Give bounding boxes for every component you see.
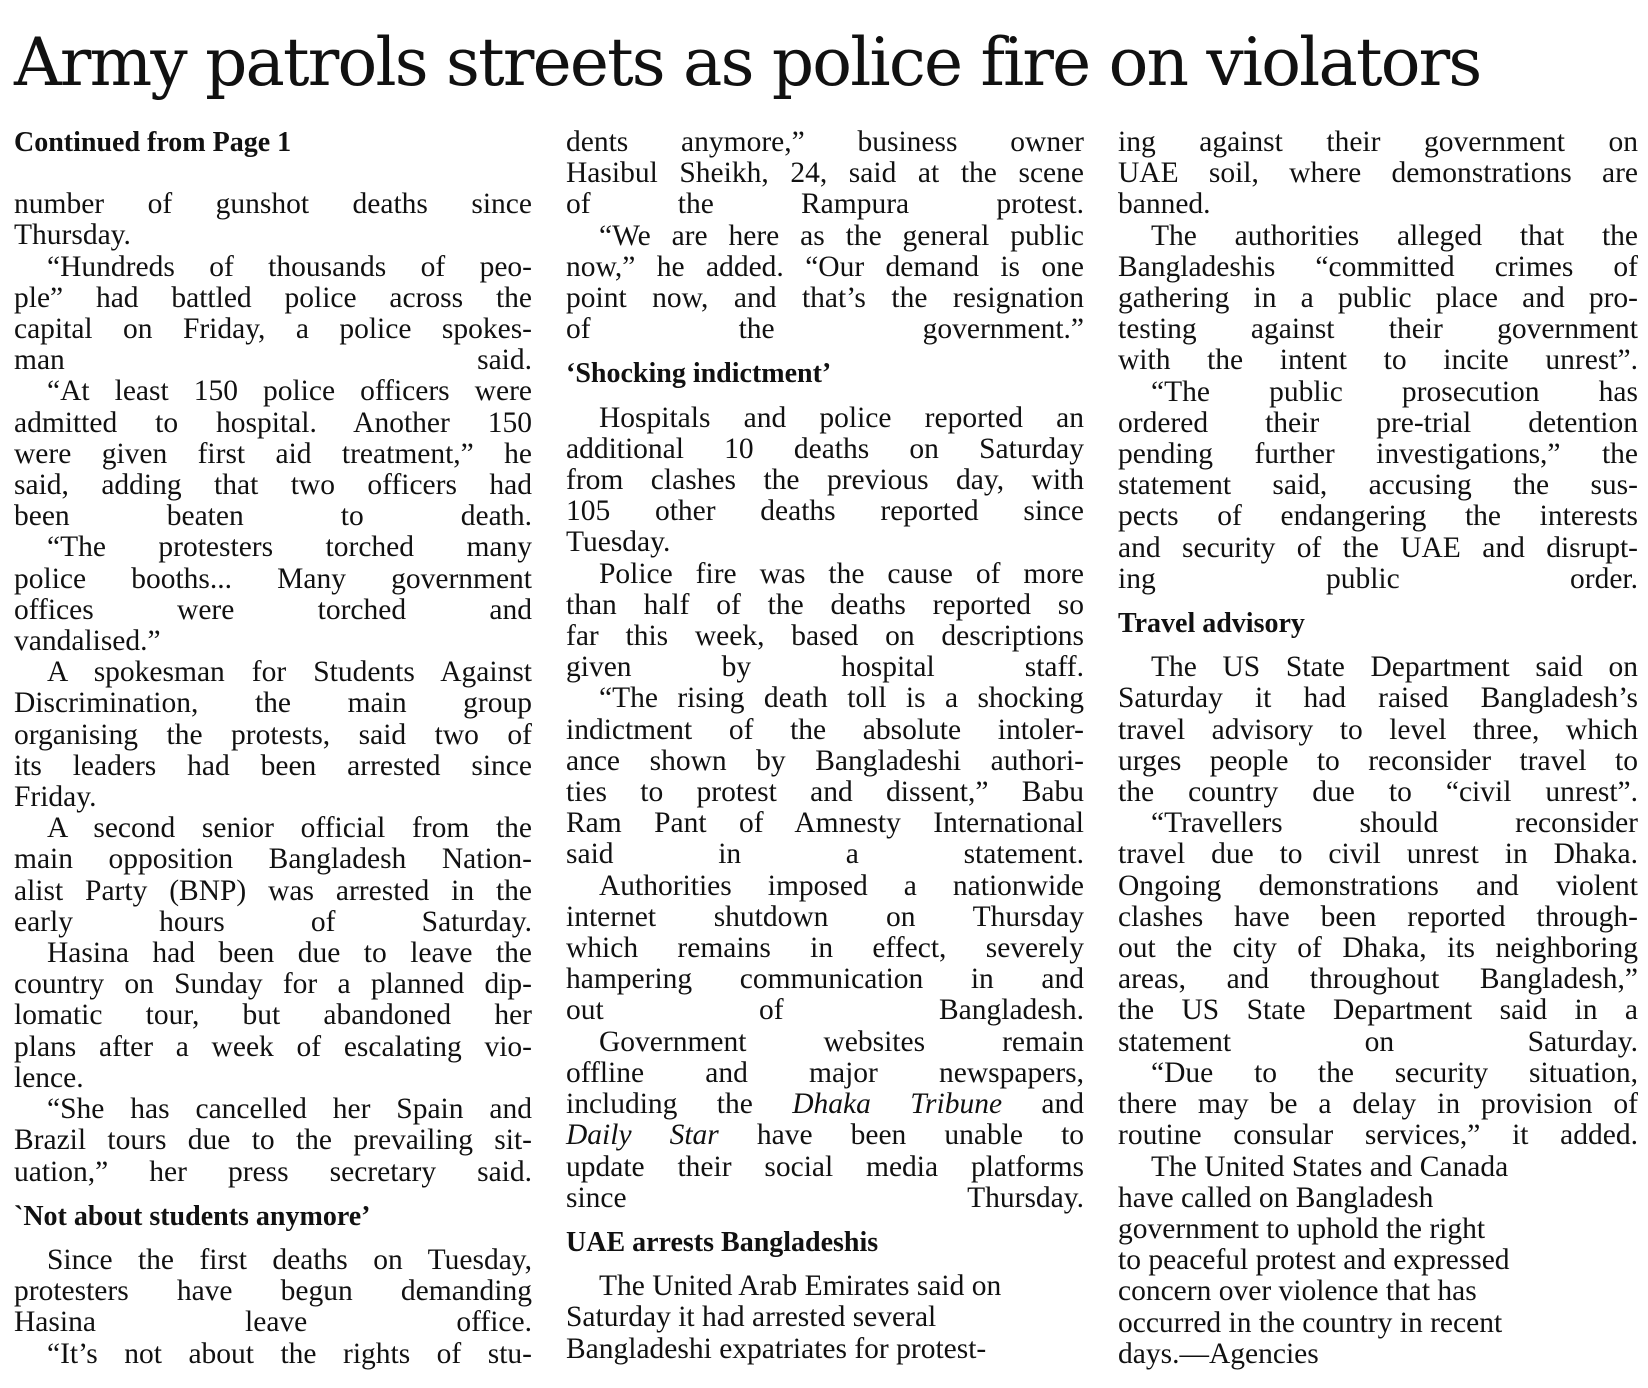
paragraph: Police fire was the cause of more than half of the deaths reported so far this week, based on descriptions given by hospital staff. bbox=[566, 557, 1084, 684]
paragraph: “The rising death toll is a shocking indictment of the absolute intoler- ance shown by Bangladeshi authori- ties to protest and dissent,” Babu Ram Pant of Amnesty International said in a statement. bbox=[566, 682, 1084, 871]
paragraph: The United Arab Emirates said on Saturday it had arrested several Bangladeshi expatriates for protest- bbox=[566, 1270, 1002, 1365]
paragraph: Hasina had been due to leave the country on Sunday for a planned dip- lomatic tour, but abandoned her plans after a week of escalating vio- lence. bbox=[14, 937, 532, 1094]
text-run: Government websites remain offline and major newspapers, including the bbox=[566, 1025, 1084, 1121]
continued-label: Continued from Page 1 bbox=[14, 127, 292, 158]
column-2 bbox=[566, 127, 1084, 1365]
subhead-uae-arrests: UAE arrests Bangladeshis bbox=[566, 1226, 879, 1258]
subhead-travel-advisory: Travel advisory bbox=[1118, 608, 1305, 640]
newspaper-name-daily-star: Daily Star bbox=[566, 1119, 719, 1152]
paragraph: A spokesman for Students Against Discrimination, the main group organising the protests, said two of its leaders had been arrested since Friday. bbox=[14, 656, 532, 814]
subhead-shocking-indictment: ‘Shocking indictment’ bbox=[566, 358, 832, 390]
paragraph: Authorities imposed a nationwide internet shutdown on Thursday which remains in effect, severely hampering communication in and out of Bangladesh. bbox=[566, 869, 1084, 1027]
paragraph: The United States and Canada have called on Bangladesh government to uphold the right to peaceful protest and expressed concern over violence that has occurred in the country in recent days.—Agencies bbox=[1118, 1150, 1510, 1370]
paragraph: “Hundreds of thousands of peo- ple” had battled police across the capital on Friday, a police spokes- man said. bbox=[14, 250, 532, 377]
text-run: have been unable to update their social media platforms since Thursday. bbox=[566, 1119, 1085, 1214]
paragraph bbox=[566, 1027, 1084, 1214]
paragraph: “The protesters torched many police booths... Many government offices were torched and vandalised.” bbox=[14, 531, 532, 658]
paragraph: number of gunshot deaths since Thursday. bbox=[14, 188, 532, 252]
newspaper-name-dhaka-tribune: Dhaka Tribune bbox=[792, 1088, 1003, 1121]
paragraph: “We are here as the general public now,” he added. “Our demand is one point now, and that’s the resignation of the government.” bbox=[566, 219, 1084, 346]
column-3 bbox=[1118, 127, 1638, 1370]
paragraph: “Due to the security situation, there may be a delay in provision of routine consular services,” it added. bbox=[1118, 1056, 1638, 1152]
paragraph: ing against their government on UAE soil, where demonstrations are banned. bbox=[1118, 126, 1638, 221]
subhead-not-about-students: `Not about students anymore’ bbox=[14, 1200, 371, 1232]
paragraph: “It’s not about the rights of stu- bbox=[47, 1337, 532, 1370]
paragraph: The US State Department said on Saturday it had raised Bangladesh’s travel advisory to level three, which urges people to reconsider travel to the country due to “civil unrest”. bbox=[1118, 651, 1638, 809]
paragraph: Hospitals and police reported an additional 10 deaths on Saturday from clashes the previous day, with 105 other deaths reported since Tuesday. bbox=[566, 401, 1084, 559]
paragraph: A second senior official from the main opposition Bangladesh Nation- alist Party (BNP) was arrested in the early hours of Saturday. bbox=[14, 812, 532, 938]
headline: Army patrols streets as police fire on violators bbox=[14, 24, 1481, 101]
paragraph: “The public prosecution has ordered their pre-trial detention pending further investigations,” the statement said, accusing the sus- pects of endangering the interests and security of the UAE and disrupt- ing public order. bbox=[1118, 375, 1638, 595]
text-run: and bbox=[1041, 1088, 1085, 1121]
paragraph: “She has cancelled her Spain and Brazil tours due to the prevailing sit- uation,” her press secretary said. bbox=[14, 1093, 532, 1188]
paragraph: “At least 150 police officers were admitted to hospital. Another 150 were given first aid treatment,” he said, adding that two officers had been beaten to death. bbox=[14, 375, 532, 533]
paragraph: The authorities alleged that the Bangladeshis “committed crimes of gathering in a public place and pro- testing against their government with the intent to incite unrest”. bbox=[1118, 219, 1638, 377]
column-1 bbox=[14, 127, 532, 1370]
paragraph: dents anymore,” business owner Hasibul Sheikh, 24, said at the scene of the Rampura protest. bbox=[566, 126, 1084, 221]
paragraph: Since the first deaths on Tuesday, protesters have begun demanding Hasina leave office. bbox=[14, 1243, 532, 1339]
paragraph: “Travellers should reconsider travel due to civil unrest in Dhaka. Ongoing demonstrations and violent clashes have been reported through- out the city of Dhaka, its neighboring areas, and throughout Bangladesh,” the US State Department said in a statement on Saturday. bbox=[1118, 807, 1638, 1058]
